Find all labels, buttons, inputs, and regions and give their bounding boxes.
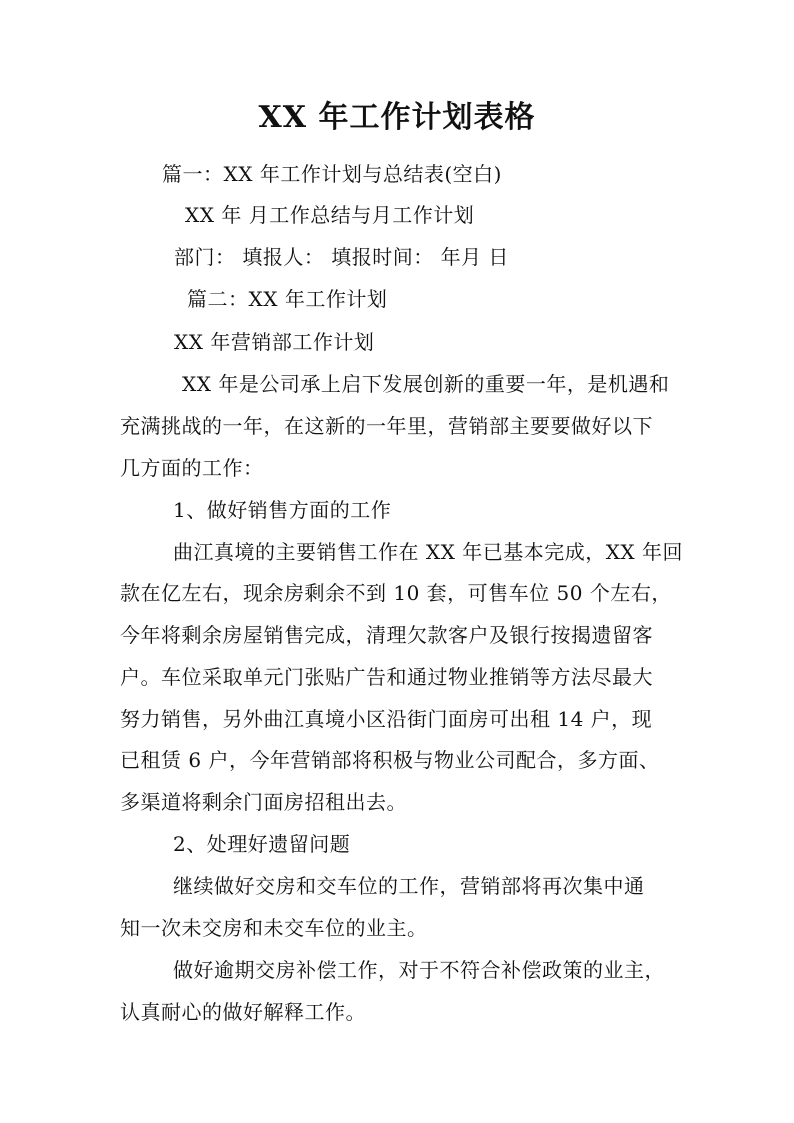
paragraph-line: 做好逾期交房补偿工作，对于不符合补偿政策的业主， — [173, 958, 665, 982]
paragraph-line: XX 年是公司承上启下发展创新的重要一年，是机遇和 — [182, 372, 670, 396]
paragraph-line: 已租赁 6 户，今年营销部将积极与物业公司配合，多方面、 — [120, 748, 660, 772]
paragraph-line: 知一次未交房和未交车位的业主。 — [120, 916, 428, 940]
plan-title: XX 年营销部工作计划 — [174, 330, 375, 354]
item-heading-1: 1、做好销售方面的工作 — [173, 498, 392, 522]
form-fields-line: 部门： 填报人： 填报时间： 年月 日 — [174, 245, 509, 269]
paragraph-line: 今年将剩余房屋销售完成，清理欠款客户及银行按揭遗留客 — [120, 623, 653, 647]
document-title: XX 年工作计划表格 — [258, 100, 536, 135]
paragraph-line: 努力销售，另外曲江真境小区沿街门面房可出租 14 户，现 — [120, 707, 653, 731]
paragraph-line: 户。车位采取单元门张贴广告和通过物业推销等方法尽最大 — [120, 665, 653, 689]
section-heading-2: 篇二：XX 年工作计划 — [187, 287, 388, 311]
paragraph-line: 曲江真境的主要销售工作在 XX 年已基本完成，XX 年回 — [173, 540, 684, 564]
paragraph-line: 款在亿左右，现余房剩余不到 10 套，可售车位 50 个左右， — [120, 581, 672, 605]
paragraph-line: 多渠道将剩余门面房招租出去。 — [120, 790, 407, 814]
subtitle-line: XX 年 月工作总结与月工作计划 — [185, 203, 475, 227]
paragraph-line: 几方面的工作： — [120, 456, 264, 480]
paragraph-line: 继续做好交房和交车位的工作，营销部将再次集中通 — [173, 874, 645, 898]
paragraph-line: 充满挑战的一年，在这新的一年里，营销部主要要做好以下 — [120, 414, 653, 438]
section-heading-1: 篇一：XX 年工作计划与总结表(空白) — [162, 162, 502, 186]
item-heading-2: 2、处理好遗留问题 — [173, 832, 351, 856]
paragraph-line: 认真耐心的做好解释工作。 — [120, 1000, 366, 1024]
